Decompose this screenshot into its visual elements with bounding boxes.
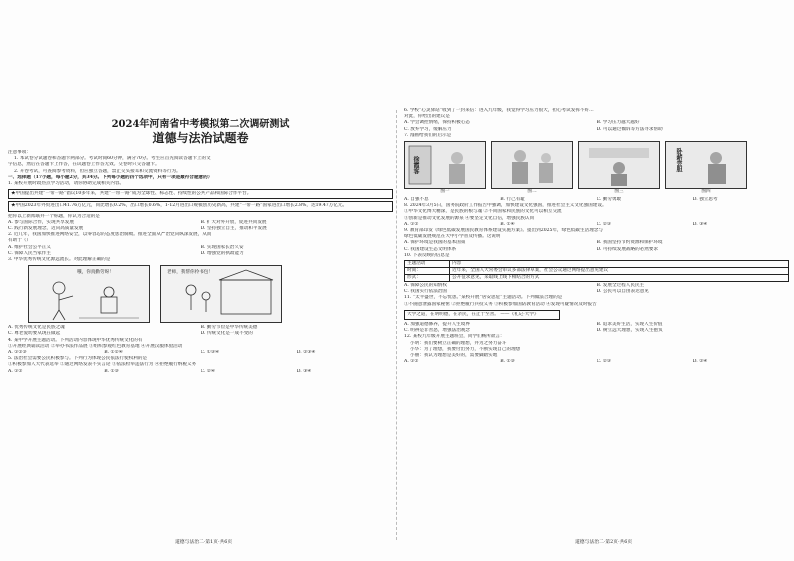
- q11-line: ①不随意泄露国家秘密 ②拒绝履行兵役义务 ③积极参加国防教育活动 ④发现可疑情况及时报告: [404, 301, 597, 307]
- q4-option: B. ①②④: [104, 350, 123, 356]
- q4-option: A. ①②③: [8, 350, 27, 356]
- q2-option: C. 保障人民当家作主: [8, 250, 52, 256]
- q3-option: A. 优秀传统文化是民族之魂: [8, 325, 65, 331]
- news-text-2: ★中国2023年外贸进出口41.76万亿元，同比增长0.2%，出口增长0.6%，1-12月进出口规模创历史新高，共建“一带一路”国家进出口增长2.8%，达19.47万亿元。: [11, 203, 348, 209]
- instruction-line: 1. 某校开展时政热点学习活动，请你协助完成相关内容。: [8, 181, 125, 187]
- q11-option: C. 明辨是非善恶，增强法治观念: [404, 328, 470, 334]
- q1-option: A. 参与国际合作，实现共享发展: [8, 219, 74, 225]
- q12-option: B. ①③: [500, 359, 515, 365]
- instructions: [8, 150, 393, 187]
- figure-2-drawing: [492, 142, 572, 188]
- q12-line: 12. 某校九年级开展主题班会，同学们畅所欲言：: [404, 334, 505, 340]
- q8-option: A. ①②: [404, 221, 419, 227]
- q9-option: D. 可持续发展战略的必然要求: [596, 246, 659, 252]
- news-box-2: [8, 201, 393, 211]
- instruction-line: 2. 开卷考试，可查阅参考资料，但应独立答题，禁止交头接耳和交流资料等行为。: [14, 168, 181, 174]
- q3-lead: 3. 中华优秀传统文化源远流长。对此理解正确的是: [8, 257, 111, 263]
- q3-option: B. 勤劳节俭是中华传统美德: [200, 325, 258, 331]
- figure-1-image: [404, 141, 486, 189]
- table-cell: 近年来，全国人大常委会审议多部法律草案，社会公众通过网络提出意见建议: [450, 268, 789, 275]
- q1-lead: 把你以上新闻联并一个标题，你认为合适的是: [8, 213, 100, 219]
- q6-option: B. 学习压力越大越好: [596, 120, 640, 126]
- q5-line: 5. 法治社会需要公民积极参与。下列行为体现公民依法行使权利的是: [8, 356, 148, 362]
- q7-option: C. 勤劳勇敢: [596, 197, 622, 203]
- figure-2-caption: 图二: [527, 189, 537, 195]
- q2-option: B. 实现国家长治久安: [200, 244, 244, 250]
- q11-quote-box: [404, 310, 560, 320]
- figure-3-caption: 图三: [614, 189, 624, 195]
- q8-option: B. ①④: [500, 221, 515, 227]
- q12-line: 小明：我们要树立正确的理想，并为之努力奋斗: [410, 340, 507, 346]
- q2-line: 有助于（）: [8, 238, 31, 244]
- q4-line: ①开展经典诵读活动 ②举办书法作品展 ③组织参观红色教育基地 ④开展汉服体验活动: [8, 343, 183, 349]
- q2-line: 2. 近几年，我国加快推进网络安全，以零容忍的态度惩治腐败。推进全面从严治党向纵深发展，从而: [8, 232, 212, 238]
- left-page-footer: 道德与法治二·第1页·共6页: [175, 540, 233, 545]
- figure-2: [491, 141, 573, 195]
- q4-option: D. ②③④: [296, 350, 316, 356]
- q8-line: ③创新是推动文化发展的源泉 ④要坚定文化自信，增强民族认同: [404, 215, 535, 221]
- q6-line: 对此，你给出的建议是: [404, 114, 450, 120]
- q7-lead: 7. 漫画给我们的启示是: [404, 132, 452, 138]
- right-page: [404, 108, 789, 538]
- cartoon-right: [160, 265, 282, 323]
- q9-option: C. 我国建设生态文明体系: [404, 246, 457, 252]
- q6-option: A. 学会调控情绪，保持积极心态: [404, 120, 470, 126]
- q5-options: [8, 369, 393, 375]
- figure-3-drawing: [579, 142, 659, 188]
- q11-option: A. 加强道德修养，提升人生境界: [404, 322, 470, 328]
- figure-1-caption: 图一: [440, 189, 450, 195]
- q7-option: B. 行己有耻: [500, 197, 525, 203]
- q1-option: C. 践行新发展理念，迈向高质量发展: [8, 226, 84, 232]
- news-box-1: [8, 189, 393, 199]
- q11-line: 11. “太平盛世，不忘忧患。”某校开展“居安思危”主题活动。下列做法合理的是: [404, 295, 563, 301]
- q5-option: A. ①②: [8, 368, 23, 374]
- q3-option: C. 尊老爱幼要从现在做起: [8, 331, 61, 337]
- q12-line: 小丽：我认为理想是美好的，需要脚踏实地: [410, 353, 498, 359]
- q1-option: B. 扩大对外开放，促进共同发展: [200, 219, 267, 225]
- table-cell: 公开征求意见，采取线上线下相结合的方式: [450, 275, 789, 282]
- q6-option: D. 可以通过倾诉等方法寻求帮助: [596, 126, 663, 132]
- q10-option: A. 保障公民的知情权: [404, 283, 447, 289]
- q8-option: C. ②③: [596, 221, 612, 227]
- q3-option: D. 传统文化是一成不变的: [200, 331, 253, 337]
- q9-line: 9. 教育部印发《绿色低碳发展国民教育体系建设实施方案》。提出到2025年，绿色低碳生活理念与: [404, 228, 603, 234]
- q11-option: D. 树立远大理想，实现人生抱负: [596, 328, 663, 334]
- q7-option: D. 独立思考: [692, 197, 718, 203]
- table-cell: 形式：: [405, 275, 450, 282]
- exam-subtitle: 道德与法治试题卷: [152, 131, 249, 145]
- q2-option: A. 维护社会公平正义: [8, 244, 51, 250]
- figure-4-label: 卧薪尝胆: [675, 148, 682, 173]
- q10-option: D. 公民可以自由表达意见: [596, 289, 649, 295]
- q10-table: [404, 260, 789, 282]
- figure-1: [404, 141, 486, 195]
- cartoon-row: [28, 265, 393, 323]
- page-divider: [396, 110, 397, 540]
- exam-title: 2024年河南省中考模拟第二次调研测试: [111, 119, 290, 130]
- q5-line: ①积极参加人大代表选举 ②通过网络发表不实言论 ③依法检举违法行为 ④拒绝履行纳税义务: [8, 362, 197, 368]
- table-cell: 主题活动: [405, 261, 450, 268]
- table-row: [405, 261, 789, 268]
- q12-line: 小华：为了理想，我要付出努力，不断实现自己的理想: [410, 346, 521, 352]
- q11-quote: 大学之道，在明明德，在亲民，在止于至善。 ——《礼记·大学》: [407, 311, 539, 317]
- instruction-line: 字信息，然后在答题卡上作答，在试题卷上作答无效。交卷时只交答题卡。: [8, 162, 160, 168]
- right-page-footer: 道德与法治二·第2页·共6页: [575, 540, 633, 545]
- q7-option: A. 自强不息: [404, 197, 429, 203]
- figure-3-image: [578, 141, 660, 189]
- figure-2-image: [491, 141, 573, 189]
- q12-option: A. ①②: [404, 359, 419, 365]
- q5-option: D. ③④: [296, 368, 312, 374]
- left-page: [8, 108, 393, 538]
- q8-option: D. ③④: [692, 221, 708, 227]
- q10-option: B. 发展全过程人民民主: [596, 283, 645, 289]
- figure-3: [578, 141, 660, 195]
- q4-line: 4. 某中学开展主题活动。下列活动内容体现中华优秀传统文化的有: [8, 337, 143, 343]
- q9-options-row2: [404, 247, 789, 253]
- figure-4: [665, 141, 747, 195]
- q3-options-row2: [8, 331, 393, 337]
- q4-option: C. ①③④: [200, 350, 220, 356]
- q12-option: D. ②④: [692, 359, 708, 365]
- figure-4-image: [665, 141, 747, 189]
- table-row: [405, 275, 789, 282]
- table-cell: 时间：: [405, 268, 450, 275]
- q12-option: C. ②③: [596, 359, 612, 365]
- cartoon-left: [28, 265, 150, 323]
- q6-line: 6. 学校“心灵驿站”收到了一封来信：进入九年级，我觉得学习压力很大，担心考试发挥不好…: [404, 108, 594, 113]
- q9-line: 绿色低碳发展规范在大中小学普及传播。这说明: [404, 234, 501, 240]
- figure-1-label: 徐霞客: [412, 156, 419, 175]
- table-cell: 内容: [450, 261, 789, 268]
- q5-option: B. ①③: [104, 368, 119, 374]
- q9-option: B. 我国坚持节约资源和保护环境: [596, 240, 663, 246]
- cartoon-left-caption: 哦，你真勤劳呀！: [77, 270, 114, 276]
- q1-option: D. 坚持独立自主，推动和平发展: [200, 226, 267, 232]
- instruction-line: 注意事项：: [8, 150, 31, 155]
- q6-option: C. 放弃学习，缓解压力: [404, 126, 452, 132]
- table-row: [405, 268, 789, 275]
- q6-options-row2: [404, 127, 789, 133]
- figure-4-caption: 图四: [701, 189, 711, 195]
- q11-option: B. 追求美好生活，实现人生价值: [596, 322, 663, 328]
- q10-option: C. 我国实行依法治国: [404, 289, 448, 295]
- q8-line: ①中华文化博大精深，是民族的根与魂 ②不同国家和民族的文化可以相互交流: [404, 209, 562, 215]
- q8-line: 8. 2024年3月5日，国务院政府工作报告中强调，加快建设文化强国，推进社会主义文化强国建设。: [404, 203, 607, 209]
- q2-option: D. 增强党的执政能力: [200, 250, 244, 256]
- news-text-1: ★中国提出共建“一带一路”倡议10多年来，共建“一带一路”成为全球性、标志性、持续性的公共产品和国际合作平台。: [11, 191, 252, 197]
- figure-row: [404, 141, 789, 195]
- cartoon-right-caption: 老师，我帮你拎书包！: [167, 270, 213, 276]
- instruction-line: 1. 本试卷分试题卷和答题卡两部分。考试时间60分钟，满分70分。考生应首先阅读答题卡上的文: [14, 156, 211, 162]
- q12-options: [404, 359, 789, 365]
- q10-lead: 10. 下表反映的信息是: [404, 252, 450, 258]
- q5-option: C. ②④: [200, 368, 216, 374]
- q9-option: A. 保护环境是我国的基本国策: [404, 240, 466, 246]
- instruction-line: 一、选择题（17小题，每小题2分，共34分。下列每小题的四个选项中，只有一项是最符合题意的）: [8, 174, 213, 180]
